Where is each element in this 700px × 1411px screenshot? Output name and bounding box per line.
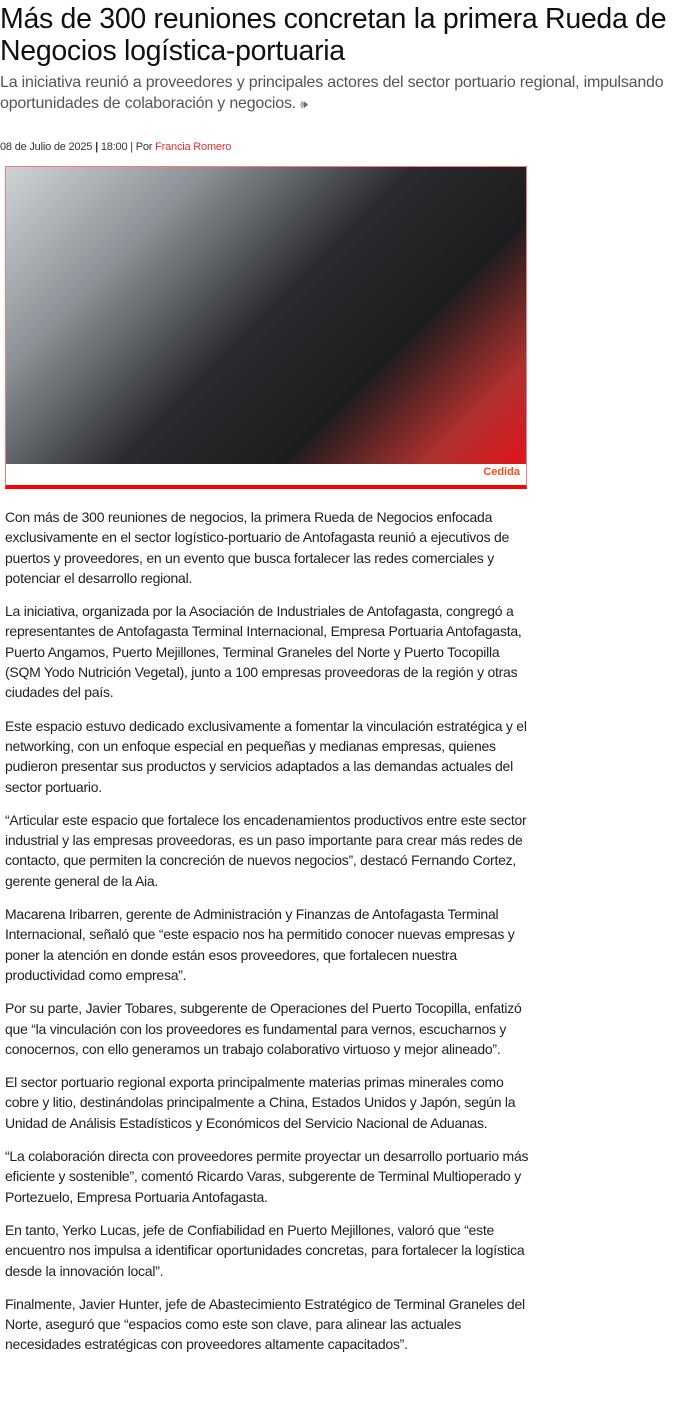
article-title: Más de 300 reuniones concretan la primera Rueda de Negocios logística-portuaria <box>0 3 667 67</box>
paragraph: El sector portuario regional exporta principalmente materias primas minerales como cobre y litio, destinándolas principalmente a China, Estados Unidos y Japón, según la Unidad de Análisis Estadísticos y Económicos del Servicio Nacional de Aduanas. <box>5 1074 516 1131</box>
article-meta: 08 de Julio de 2025 | 18:00 | Por Francia Romero <box>0 141 232 153</box>
paragraph: La iniciativa, organizada por la Asociación de Industriales de Antofagasta, congregó a representantes de Antofagasta Terminal Internacional, Empresa Portuaria Antofagasta, Puerto Angamos, Puerto Mejillones, Terminal Graneles del Norte y Puerto Tocopilla (SQM Yodo Nutrición Vegetal), junto a 100 empresas proveedoras de la región y otras ciudades del país. <box>5 603 522 701</box>
paragraph: Con más de 300 reuniones de negocios, la primera Rueda de Negocios enfocada exclusivamente en el sector logístico-portuario de Antofagasta reunió a ejecutivos de puertos y proveedores, en un evento que busca fortalecer las redes comerciales y potenciar el desarrollo regional. <box>5 509 510 586</box>
paragraph: Por su parte, Javier Tobares, subgerente de Operaciones del Puerto Tocopilla, enfatizó que “la vinculación con los proveedores es fundamental para vernos, escucharnos y conocernos, con ello generamos un trabajo colaborativo virtuoso y mejor alineado”. <box>5 1000 522 1057</box>
subtitle-text: La iniciativa reunió a proveedores y principales actores del sector portuario regional, impulsando oportunidades de colaboración y negocios. <box>0 74 664 112</box>
image-caption: Cedida <box>483 466 520 478</box>
date: 08 de Julio de 2025 <box>0 141 93 153</box>
time: 18:00 <box>100 141 128 153</box>
paragraph: “La colaboración directa con proveedores permite proyectar un desarrollo portuario más eficiente y sostenible”, comentó Ricardo Varas, subgerente de Terminal Multioperado y Portezuelo, Empresa Portuaria Antofagasta. <box>5 1148 529 1205</box>
article-subtitle <box>0 72 700 115</box>
paragraph: Este espacio estuvo dedicado exclusivamente a fomentar la vinculación estratégica y el networking, con un enfoque especial en pequeñas y medianas empresas, quienes pudieron presentar sus productos y servicios adaptados a las demandas actuales del sector portuario. <box>5 717 527 795</box>
paragraph: Finalmente, Javier Hunter, jefe de Abastecimiento Estratégico de Terminal Graneles del Norte, aseguró que “espacios como este son clave, para alinear las actuales necesidades estratégicas con proveedores altamente capacitados”. <box>5 1295 525 1353</box>
author-link[interactable]: Francia Romero <box>155 141 232 153</box>
ear-sound-icon[interactable]: 🕪 <box>300 97 308 111</box>
article-body <box>5 507 530 1368</box>
paragraph: “Articular este espacio que fortalece los encadenamientos productivos entre este sector industrial y las empresas proveedoras, es un paso importante para crear más redes de contacto, que permiten la concreción de nuevos negocios”, destacó Fernando Cortez, gerente general de la Aia. <box>5 811 527 889</box>
paragraph: En tanto, Yerko Lucas, jefe de Confiabilidad en Puerto Mejillones, valoró que “este encuentro nos impulsa a identificar oportunidades concretas, para fortalecer la logística desde la innovación local”. <box>5 1221 525 1279</box>
paragraph: Macarena Iribarren, gerente de Administración y Finanzas de Antofagasta Terminal Internacional, señaló que “este espacio nos ha permitido conocer nuevas empresas y poner la atención en donde están esos proveedores, que fortalecen nuestra productividad como empresa”. <box>5 906 515 983</box>
by-label: Por <box>135 141 153 153</box>
article-figure <box>5 166 527 489</box>
article-photo <box>6 167 526 464</box>
